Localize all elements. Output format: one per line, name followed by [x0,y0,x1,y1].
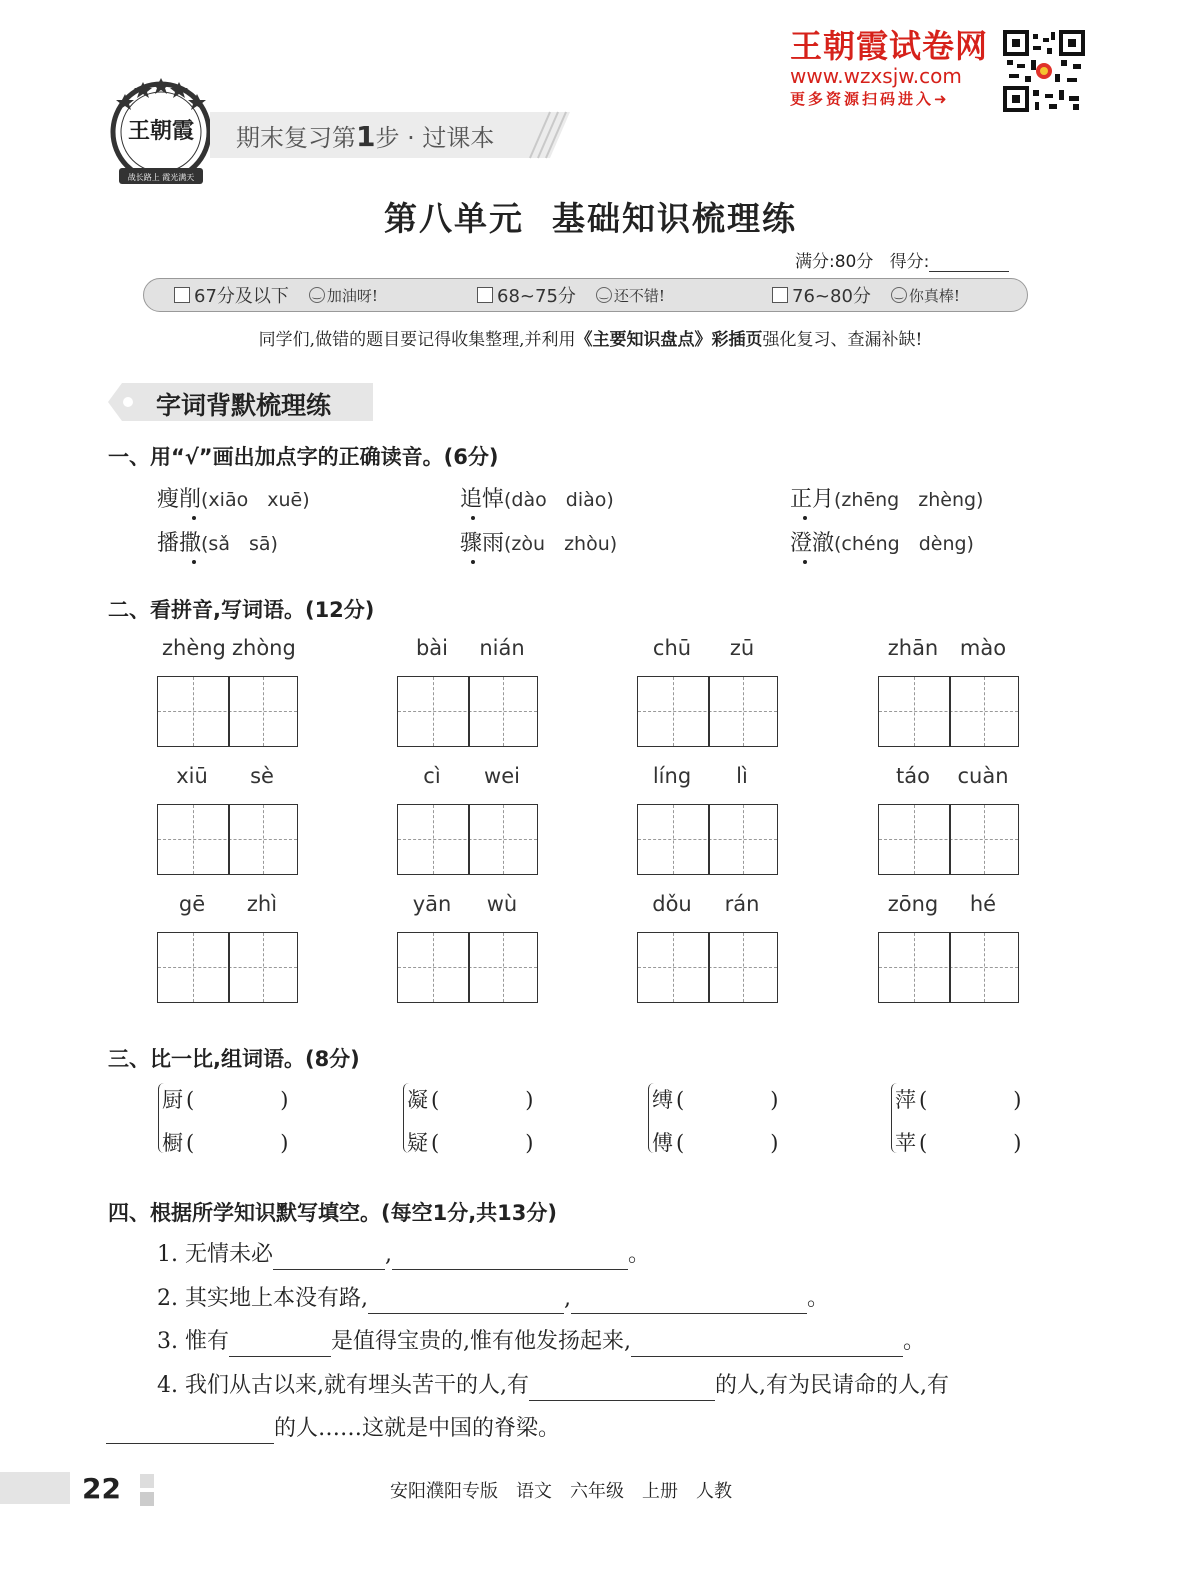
q4-text: , [563,1286,571,1311]
writing-grid[interactable] [397,804,538,875]
q3-pair [162,1079,288,1165]
q3-row[interactable] [652,1079,778,1122]
q3-char: 苹 [895,1131,916,1155]
answer-blank[interactable] [392,1245,628,1270]
q3-row[interactable] [407,1079,533,1122]
paren-close: ) [770,1131,779,1155]
q1-pinyin: (zòu zhòu) [504,533,618,555]
page-number: 22 [82,1472,121,1505]
question-1-title: 一、用“√”画出加点字的正确读音。(6分) [108,445,499,469]
q4-text: 2. 其实地上本没有路, [157,1286,368,1311]
checkbox-icon[interactable] [477,287,493,303]
paren-close: ) [280,1088,289,1112]
grade-segment [174,279,378,311]
brand-url[interactable]: www.wzxsjw.com [790,64,962,88]
paren-open: ( [186,1088,195,1112]
writing-grid[interactable] [878,804,1019,875]
q4-text: 3. 惟有 [157,1329,229,1354]
got-score-blank[interactable] [929,255,1009,272]
svg-text:王朝霞: 王朝霞 [127,118,195,144]
q3-pair [407,1079,533,1165]
answer-blank[interactable] [273,1245,385,1270]
q3-row[interactable] [162,1122,288,1165]
q1-item[interactable] [157,526,278,557]
exercise-title: 基础知识梳理练 [552,199,797,238]
brand-block [790,28,1005,110]
emphasis-dot [192,516,196,520]
q2-pinyin: táo [896,764,930,788]
paren-open: ( [186,1131,195,1155]
paren-open: ( [919,1088,928,1112]
q3-char: 厨 [162,1088,183,1112]
q4-line-3 [157,1327,925,1357]
q1-item[interactable] [790,526,974,557]
q1-word: 追悼 [460,487,505,512]
answer-blank[interactable] [571,1289,807,1314]
question-4-title: 四、根据所学知识默写填空。(每空1分,共13分) [108,1201,558,1225]
brace-icon [648,1083,655,1153]
paren-open: ( [676,1131,685,1155]
writing-grid[interactable] [157,676,298,747]
page-title [0,193,1181,240]
svg-text:战长路上 霞光满天: 战长路上 霞光满天 [127,173,195,182]
paren-open: ( [431,1088,440,1112]
q1-word: 播撒 [157,531,202,556]
emphasis-dot [471,560,475,564]
q1-item[interactable] [157,482,310,513]
q2-pinyin: líng [652,764,692,788]
q3-char: 橱 [162,1131,183,1155]
q3-char: 傅 [652,1131,673,1155]
footer-edition: 安阳濮阳专版 语文 六年级 上册 人教 [390,1481,732,1502]
footer-decor [140,1492,154,1506]
q2-pinyin: zhān [887,636,939,660]
q2-pinyin: zhèng [162,636,226,660]
writing-grid[interactable] [157,804,298,875]
writing-grid[interactable] [637,932,778,1003]
q2-pinyin: yān [412,892,452,916]
q4-text: 4. 我们从古以来,就有埋头苦干的人,有 [157,1373,529,1398]
answer-blank[interactable] [229,1332,331,1357]
brace-icon [158,1083,165,1153]
got-score-label: 得分: [889,252,930,272]
q4-text: 的人,有为民请命的人,有 [714,1373,949,1398]
q3-row[interactable] [895,1122,1021,1165]
step-banner-label [236,118,494,153]
q2-pinyin: nián [479,636,525,660]
q4-text: 是值得宝贵的,惟有他发扬起来, [330,1329,631,1354]
paren-open: ( [431,1131,440,1155]
q3-char: 疑 [407,1131,428,1155]
paren-close: ) [770,1088,779,1112]
q2-pinyin: zū [729,636,755,660]
emphasis-dot [803,560,807,564]
q1-pinyin: (xiāo xuē) [201,489,310,511]
paren-close: ) [1013,1131,1022,1155]
q3-row[interactable] [895,1079,1021,1122]
paren-close: ) [280,1131,289,1155]
q2-pinyin: wei [484,764,520,788]
q4-text: , [384,1242,392,1267]
q2-pinyin: rán [724,892,760,916]
grade-range: 76~80分 [792,286,871,307]
q2-pinyin: zhì [246,892,278,916]
reminder-note [0,325,1181,350]
question-2-title: 二、看拼音,写词语。(12分) [108,598,375,622]
q4-text: 。 [806,1286,829,1311]
q4-text: 。 [627,1242,650,1267]
q3-char: 萍 [895,1088,916,1112]
smiley-face-icon: ‿ [596,287,612,303]
section-header: 字词背默梳理练 [156,391,332,420]
paren-open: ( [919,1131,928,1155]
q4-text: 的人……这就是中国的脊梁。 [274,1416,561,1441]
emphasis-dot [803,516,807,520]
q1-item[interactable] [460,482,614,513]
emphasis-dot [192,560,196,564]
grade-bar [143,278,1028,312]
q1-word: 瘦削 [157,487,202,512]
q2-pinyin: bài [415,636,449,660]
note-post: 强化复习、查漏补缺! [762,330,923,350]
q2-pinyin: cì [423,764,441,788]
grade-message: 加油呀! [326,286,378,305]
q3-pair [895,1079,1021,1165]
grade-message: 你真棒! [908,286,960,305]
q4-line-5 [106,1414,560,1444]
q1-pinyin: (sǎ sā) [201,533,278,555]
q2-pinyin: zhòng [232,636,296,660]
q1-word: 澄澈 [790,531,835,556]
q4-text: 。 [902,1329,925,1354]
q3-row[interactable] [652,1122,778,1165]
checkbox-icon[interactable] [772,287,788,303]
q2-pinyin: mào [959,636,1007,660]
full-score: 满分:80分 [795,252,874,272]
score-line [795,247,1009,272]
brace-icon [403,1083,410,1153]
q3-row[interactable] [162,1079,288,1122]
q4-line-1 [157,1240,650,1270]
note-bold: 《主要知识盘点》彩插页 [575,330,763,350]
step-number: 1 [356,120,376,153]
footer-bar [0,1472,70,1504]
writing-grid[interactable] [878,932,1019,1003]
q3-pair [652,1079,778,1165]
q2-pinyin: hé [969,892,997,916]
writing-grid[interactable] [157,932,298,1003]
q2-pinyin: lì [736,764,748,788]
q1-word: 正月 [790,487,835,512]
grade-segment [477,279,665,311]
smiley-face-icon: ‿ [891,287,907,303]
q2-pinyin: gē [178,892,206,916]
q1-pinyin: (zhēng zhèng) [834,489,984,511]
writing-grid[interactable] [637,804,778,875]
q1-item[interactable] [790,482,983,513]
writing-grid[interactable] [397,932,538,1003]
q2-pinyin: zōng [887,892,939,916]
q2-pinyin: sè [250,764,274,788]
qr-code-icon[interactable] [1003,30,1085,112]
answer-blank[interactable] [631,1332,903,1357]
paren-close: ) [1013,1088,1022,1112]
grade-range: 67分及以下 [194,286,289,307]
grade-message: 还不错! [613,286,665,305]
q4-line-4 [157,1371,949,1401]
question-3-title: 三、比一比,组词语。(8分) [108,1047,360,1071]
paren-open: ( [676,1088,685,1112]
note-pre: 同学们,做错的题目要记得收集整理,并利用 [258,330,576,350]
checkbox-icon[interactable] [174,287,190,303]
paren-close: ) [525,1131,534,1155]
q4-text: 1. 无情未必 [157,1242,273,1267]
writing-grid[interactable] [878,676,1019,747]
emphasis-dot [471,516,475,520]
brace-icon [891,1083,898,1153]
q3-row[interactable] [407,1122,533,1165]
unit-title: 第八单元 [384,199,524,238]
smiley-face-icon: ‿ [309,287,325,303]
q2-pinyin: chū [652,636,692,660]
q1-pinyin: (chéng dèng) [834,533,974,555]
q2-pinyin: cuàn [957,764,1009,788]
q1-item[interactable] [460,526,617,557]
grade-segment [772,279,960,311]
step-suffix: 步 · 过课本 [375,124,495,152]
step-prefix: 期末复习第 [236,124,356,152]
q3-char: 凝 [407,1088,428,1112]
answer-blank[interactable] [368,1289,564,1314]
footer-decor [140,1474,154,1488]
writing-grid[interactable] [637,676,778,747]
q4-line-2 [157,1284,829,1314]
answer-blank[interactable] [529,1376,715,1401]
brand-tip: 更多资源扫码进入➜ [790,90,950,108]
grade-range: 68~75分 [497,286,576,307]
q2-pinyin: wù [486,892,518,916]
paren-close: ) [525,1088,534,1112]
wangzhaoxia-logo-icon [105,72,217,192]
q1-word: 骤雨 [460,531,505,556]
q2-pinyin: xiū [176,764,208,788]
answer-blank[interactable] [106,1419,274,1444]
writing-grid[interactable] [397,676,538,747]
q3-char: 缚 [652,1088,673,1112]
brand-name: 王朝霞试卷网 [790,27,989,65]
q1-pinyin: (dào diào) [504,489,614,511]
q2-pinyin: dǒu [652,892,692,916]
